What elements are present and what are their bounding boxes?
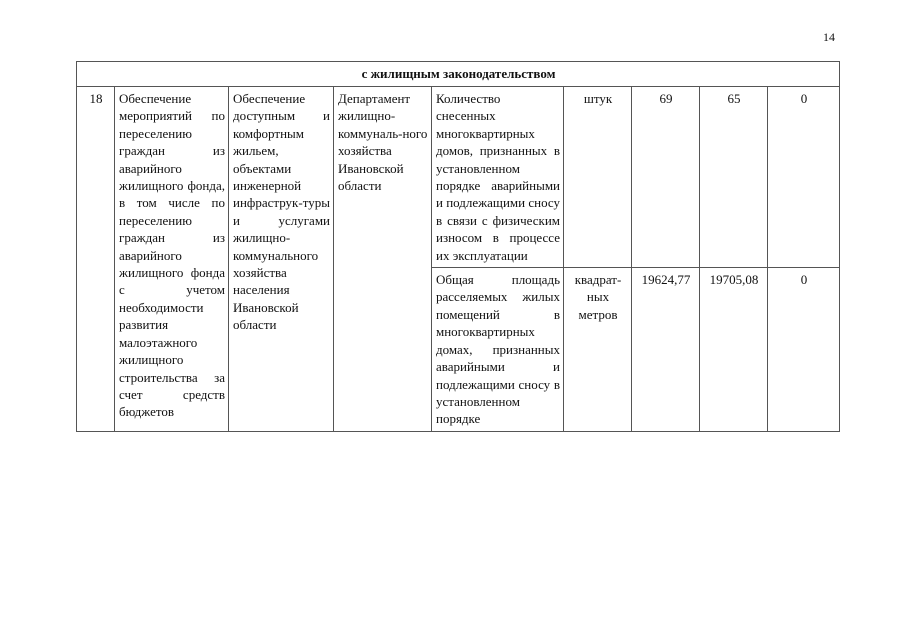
indicator-value-1: 19624,77 (632, 268, 700, 432)
indicator-value-1: 69 (632, 87, 700, 268)
indicator-value-3: 0 (768, 87, 840, 268)
program-table (76, 61, 840, 432)
table-row (77, 87, 840, 268)
executor-cell: Департамент жилищно-коммуналь-ного хозяйства Ивановской области (334, 87, 432, 432)
indicator-name: Количество снесенных многоквартирных домов, признанных в установленном порядке аварийными и подлежащими сносу в связи с физическим износом в процессе их эксплуатации (432, 87, 564, 268)
indicator-value-3: 0 (768, 268, 840, 432)
indicator-unit: штук (564, 87, 632, 268)
goal-cell: Обеспечение доступным и комфортным жильем, объектами инженерной инфраструк-туры и услугами жилищно-коммунального хозяйства населения Ивановской области (229, 87, 334, 432)
measure-cell: Обеспечение мероприятий по переселению граждан из аварийного жилищного фонда, в том числе по переселению граждан из аварийного жилищного фонда с учетом необходимости развития малоэтажного жилищного строительства за счет средств бюджетов (115, 87, 229, 432)
section-header-row (77, 62, 840, 87)
indicator-value-2: 19705,08 (700, 268, 768, 432)
indicator-unit: квадрат-ных метров (564, 268, 632, 432)
page-number: 14 (823, 30, 835, 44)
indicator-name: Общая площадь расселяемых жилых помещений в многоквартирных домах, признанных аварийными и подлежащими сносу в установленном порядке (432, 268, 564, 432)
indicator-value-2: 65 (700, 87, 768, 268)
row-number: 18 (77, 87, 115, 432)
section-header: с жилищным законодательством (77, 62, 840, 87)
